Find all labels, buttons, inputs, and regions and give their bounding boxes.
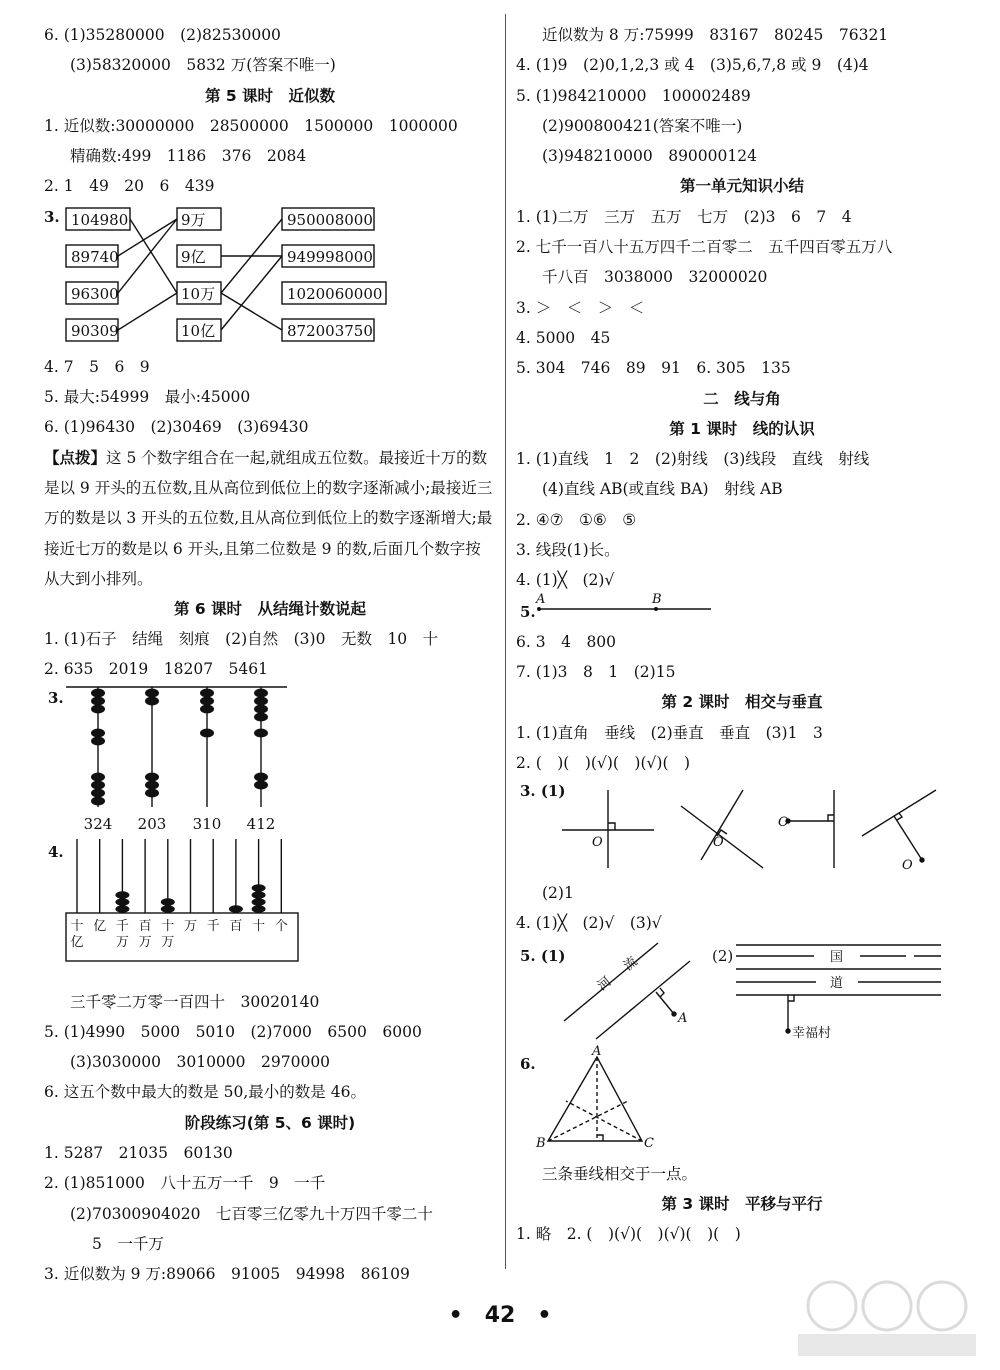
answer-line: (3)948210000 890000124 [542, 147, 757, 166]
abacus-figure [44, 685, 496, 837]
hint-text: 这 5 个数字组合在一起,就组成五位数。最接近十万的数是以 9 开头的五位数,且从高位到低位上的数字逐渐减小;最接近三万的数是以 3 开头的五位数,且从高位到低位上的数字逐渐增大;最接近七万的数是以 6 开头,且第二位数是 9 的数,后面几个数字按从大到小排列。 [44, 448, 493, 588]
abacus-bead [200, 696, 214, 705]
abacus-bead [91, 780, 105, 789]
match-right-item: 950008000 [287, 210, 373, 229]
q5-label: 5. [520, 602, 536, 621]
point-o-label: O [778, 815, 789, 831]
chapter-heading: 二 线与角 [703, 389, 781, 408]
answer-line: 三条垂线相交于一点。 [542, 1164, 698, 1183]
abacus-bead [145, 788, 159, 797]
abacus-bead [91, 736, 105, 745]
answer-line: 三千零二万零一百四十 30020140 [70, 992, 320, 1011]
answer-line: (3)58320000 5832 万(答案不唯一) [70, 56, 336, 75]
answer-line: (3)3030000 3010000 2970000 [70, 1053, 331, 1072]
answer-line: 2. ④⑦ ①⑥ ⑤ [516, 510, 637, 529]
q5b2-label: (2) [712, 946, 734, 965]
section-heading: 第 6 课时 从结绳计数说起 [173, 599, 367, 618]
counter-bead [115, 898, 129, 906]
place-name: 十亿 [70, 918, 84, 950]
answer-line: 5. (1)4990 5000 5010 (2)7000 6500 6000 [44, 1022, 422, 1041]
vertex-c-label: C [644, 1135, 654, 1151]
section-heading: 第 5 课时 近似数 [204, 86, 336, 105]
abacus-bead [145, 696, 159, 705]
abacus-value: 310 [192, 814, 222, 833]
match-right-item: 872003750 [287, 321, 373, 340]
abacus-value: 412 [246, 814, 276, 833]
answer-line: 1. (1)直线 1 2 (2)射线 (3)线段 直线 射线 [516, 450, 870, 469]
match-mid-item: 9万 [181, 210, 206, 229]
triangle-figure [516, 1043, 968, 1159]
answer-line: 4. 7 5 6 9 [44, 357, 150, 376]
road-label: 国 [830, 949, 844, 965]
abacus-label: 3. [48, 688, 64, 707]
place-name: 千 [206, 918, 220, 934]
vertex-b-label: B [536, 1135, 546, 1151]
answer-line: 5. 304 746 89 91 6. 305 135 [516, 359, 791, 378]
abacus-bead [254, 704, 268, 713]
section-heading: 第一单元知识小结 [679, 177, 804, 196]
page-number-value: 42 [484, 1303, 516, 1328]
answer-line: 2. 1 49 20 6 439 [44, 177, 215, 196]
answer-line: 6. (1)35280000 (2)82530000 [44, 26, 281, 44]
counter-bead [252, 891, 266, 899]
answer-line: 2. ( )( )(√)( )(√)( ) [516, 753, 691, 772]
abacus-bead [254, 712, 268, 721]
abacus-bead [200, 704, 214, 713]
answer-line: 1. 略 2. ( )(√)( )(√)( )( ) [516, 1225, 741, 1244]
match-mid-item: 9亿 [181, 247, 206, 266]
match-left-item: 89740 [71, 247, 119, 266]
abacus-bead [145, 772, 159, 781]
village-label: 幸福村 [792, 1025, 832, 1041]
answer-line: 3. 线段(1)长。 [516, 541, 620, 560]
watermark-logo [792, 1272, 982, 1360]
river-road-figure [516, 939, 968, 1047]
place-name: 百万 [138, 918, 152, 950]
answer-line: 3. 近似数为 9 万:89066 91005 94998 86109 [44, 1265, 410, 1284]
answer-line: 1. 5287 21035 60130 [44, 1144, 233, 1163]
river-label: 流 [620, 953, 641, 974]
abacus-value: 203 [137, 814, 167, 833]
q5b-label: 5. (1) [520, 946, 566, 965]
abacus-bead [254, 772, 268, 781]
abacus-bead [254, 696, 268, 705]
matching-diagram [44, 202, 496, 352]
answer-line: 6. 3 4 800 [516, 632, 617, 651]
counter-label: 4. [48, 842, 64, 861]
match-mid-item: 10亿 [181, 321, 216, 340]
match-left-item: 96300 [71, 284, 119, 303]
counter-bead [115, 891, 129, 899]
match-label: 3. [44, 207, 60, 226]
match-right-item: 949998000 [287, 247, 373, 266]
place-name: 个 [274, 918, 288, 934]
counter-bead [252, 905, 266, 913]
match-mid-item: 10万 [181, 284, 216, 303]
answer-line: 1. (1)二万 三万 五万 七万 (2)3 6 7 4 [516, 207, 852, 226]
abacus-bead [200, 728, 214, 737]
abacus-bead [254, 688, 268, 697]
match-left-item: 104980 [71, 210, 129, 229]
point-b-label: B [652, 591, 662, 607]
section-heading: 阶段练习(第 5、6 课时) [184, 1113, 356, 1132]
answer-line: 2. (1)851000 八十五万一千 9 一千 [44, 1174, 326, 1193]
counter-bead [115, 905, 129, 913]
answer-line: 1. 近似数:30000000 28500000 1500000 1000000 [44, 116, 458, 135]
river-label: 河 [594, 973, 615, 994]
answer-line: 3. ＞ ＜ ＞ ＜ [516, 298, 645, 317]
answer-line: 4. (1)9 (2)0,1,2,3 或 4 (3)5,6,7,8 或 9 (4)4 [516, 56, 869, 75]
match-left-item: 90309 [71, 321, 119, 340]
answer-line: 5. (1)984210000 100002489 [516, 86, 751, 105]
counter-bead [161, 905, 175, 913]
counter-bead [252, 884, 266, 892]
counter-bead [252, 898, 266, 906]
answer-line: 4. (1)╳ (2)√ (3)√ [516, 914, 662, 933]
ray-figure [516, 591, 968, 627]
vertex-a-label: A [592, 1043, 602, 1059]
section-heading: 第 2 课时 相交与垂直 [661, 693, 823, 712]
abacus-bead [91, 796, 105, 805]
point-o-label: O [592, 835, 603, 851]
answer-line: 4. (1)╳ (2)√ [516, 571, 615, 590]
q6-label: 6. [520, 1054, 536, 1073]
point-a-label: A [536, 591, 546, 607]
answer-line: 1. (1)石子 结绳 刻痕 (2)自然 (3)0 无数 10 十 [44, 629, 439, 648]
answer-line: 7. (1)3 8 1 (2)15 [516, 662, 676, 681]
place-name: 十万 [161, 918, 175, 950]
answer-line: (2)70300904020 七百零三亿零九十万四千零二十 [70, 1204, 433, 1223]
place-name: 百 [229, 918, 243, 934]
place-name: 万 [183, 918, 198, 934]
abacus-bead [200, 688, 214, 697]
abacus-bead [145, 688, 159, 697]
abacus-bead [91, 772, 105, 781]
answer-line: 1. (1)直角 垂线 (2)垂直 垂直 (3)1 3 [516, 723, 823, 742]
counter-figure [44, 837, 496, 987]
answer-line: 精确数:499 1186 376 2084 [70, 147, 307, 166]
left-column [44, 20, 496, 1290]
column-divider [505, 14, 506, 1269]
point-o-label: O [902, 858, 913, 874]
right-column [516, 20, 968, 1250]
place-name: 千万 [115, 918, 129, 950]
section-heading: 第 1 课时 线的认识 [669, 419, 815, 438]
point-a-label: A [678, 1010, 688, 1026]
abacus-bead [91, 788, 105, 797]
page-number: • 42 • [448, 1303, 552, 1328]
match-right-item: 1020060000 [287, 284, 383, 303]
section-heading: 第 3 课时 平移与平行 [661, 1195, 823, 1214]
abacus-bead [91, 696, 105, 705]
abacus-bead [254, 728, 268, 737]
answer-line: 近似数为 8 万:75999 83167 80245 76321 [542, 26, 889, 44]
counter-bead [229, 905, 243, 913]
answer-line: 千八百 3038000 32000020 [542, 268, 768, 287]
answer-line: 6. 这五个数中最大的数是 50,最小的数是 46。 [44, 1083, 366, 1102]
answer-line: 5 一千万 [92, 1234, 164, 1253]
abacus-value: 324 [83, 814, 113, 833]
hint-tag: 【点拨】 [44, 448, 107, 467]
abacus-bead [145, 780, 159, 789]
answer-line: 5. 最大:54999 最小:45000 [44, 388, 251, 407]
answer-line: (2)1 [542, 884, 574, 903]
answer-line: 6. (1)96430 (2)30469 (3)69430 [44, 418, 309, 437]
abacus-bead [254, 780, 268, 789]
road-label: 道 [830, 975, 844, 991]
place-name: 亿 [93, 918, 107, 934]
counter-bead [161, 898, 175, 906]
answer-line: 2. 七千一百八十五万四千二百零二 五千四百零五万八 [516, 238, 893, 257]
perpendicular-figures [516, 778, 968, 878]
place-name: 十 [252, 918, 266, 934]
answer-line: (2)900800421(答案不唯一) [542, 116, 743, 135]
answer-line: 4. 5000 45 [516, 328, 611, 347]
answer-line: (4)直线 AB(或直线 BA) 射线 AB [542, 480, 783, 499]
point-o-label: O [713, 835, 724, 851]
hint-paragraph [44, 443, 496, 594]
abacus-bead [91, 728, 105, 737]
q3-label: 3. (1) [520, 782, 566, 801]
answer-line: 2. 635 2019 18207 5461 [44, 660, 269, 679]
abacus-bead [91, 704, 105, 713]
abacus-bead [91, 688, 105, 697]
